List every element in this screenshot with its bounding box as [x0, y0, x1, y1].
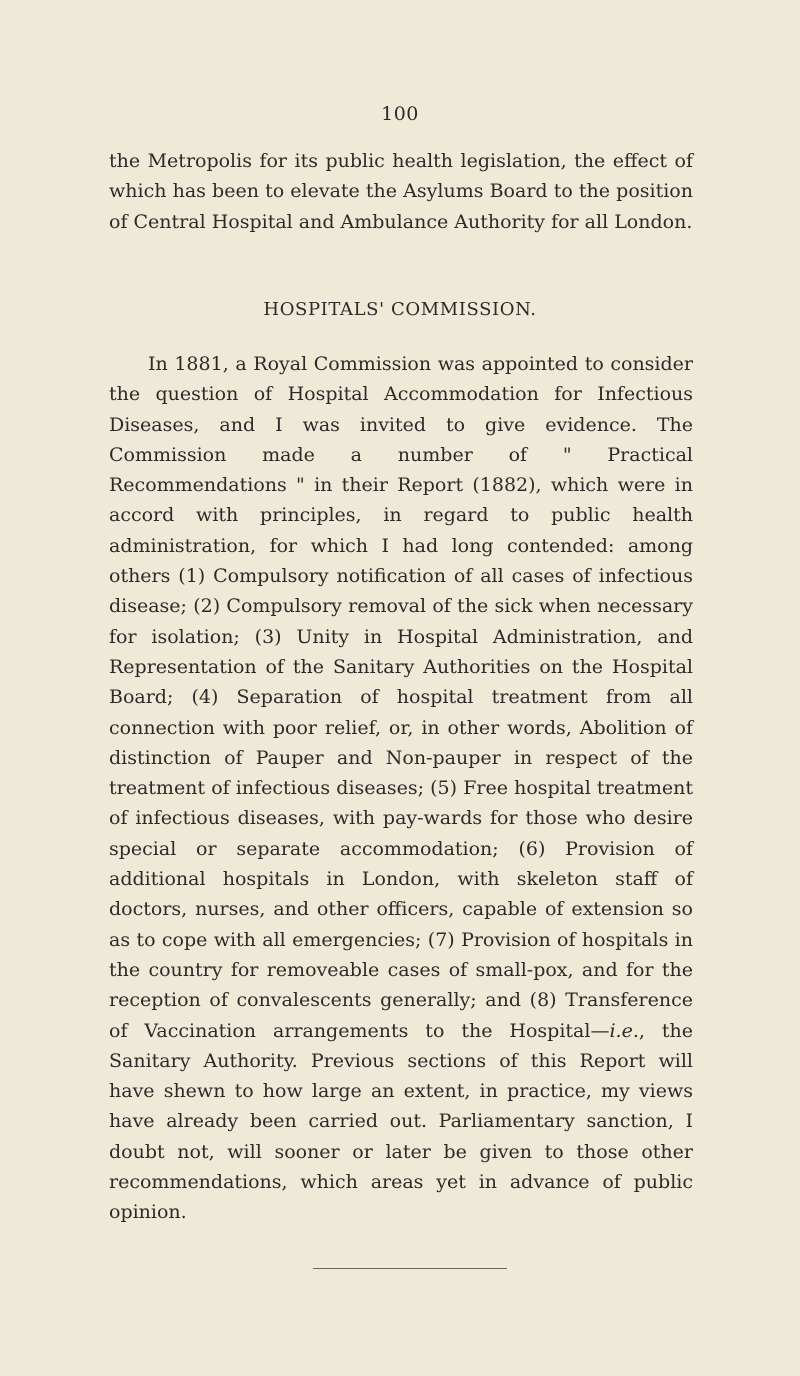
intro-paragraph — [109, 146, 693, 237]
intro-text: the Metropolis for its public health legislation, the effect of which has been to elevate the Asylums Board to the position of Central Hospital and Ambulance Authority for all London. — [109, 150, 693, 233]
section-heading: HOSPITALS' COMMISSION. — [263, 299, 537, 320]
body-text-part-1: In 1881, a Royal Commission was appointed to consider the question of Hospital Accommodation for Infectious Diseases, and I was invited to give evidence. The Commission made a number of " Practical Recommendations " in their Report (1882), which were in accord with principles, in regard to public health administration, for which I had long contended: among others (1) Compulsory notification of all cases of infectious disease; (2) Compulsory removal of the sick when necessary for isolation; (3) Unity in Hospital Administration, and Representation of the Sanitary Authorities on the Hospital Board; (4) Separation of hospital treatment from all connection with poor relief, or, in other words, Abolition of distinction of Pauper and Non-pauper in respect of the treatment of infectious diseases; (5) Free hospital treatment of infectious diseases, with pay-wards for those who desire special or separate accommodation; (6) Provision of additional hospitals in London, with skeleton staff of doctors, nurses, and other officers, capable of extension so as to cope with all emergencies; (7) Provision of hospitals in the country for removeable cases of small-pox, and for the reception of convalescents generally; and (8) Transference of Vaccination arrangements to the Hospital— — [109, 353, 693, 1042]
body-text — [109, 349, 693, 1228]
body-text-part-2: , the Sanitary Authority. Previous sections of this Report will have shewn to how large an extent, in practice, my views have already been carried out. Parliamentary sanction, I doubt not, will sooner or later be given to those other recommendations, which areas yet in advance of public opinion. — [109, 1019, 693, 1224]
body-text-italic: i.e. — [609, 1019, 639, 1042]
closing-rule — [313, 1268, 507, 1269]
page-number: 100 — [381, 103, 419, 125]
body-paragraph — [109, 349, 693, 1228]
